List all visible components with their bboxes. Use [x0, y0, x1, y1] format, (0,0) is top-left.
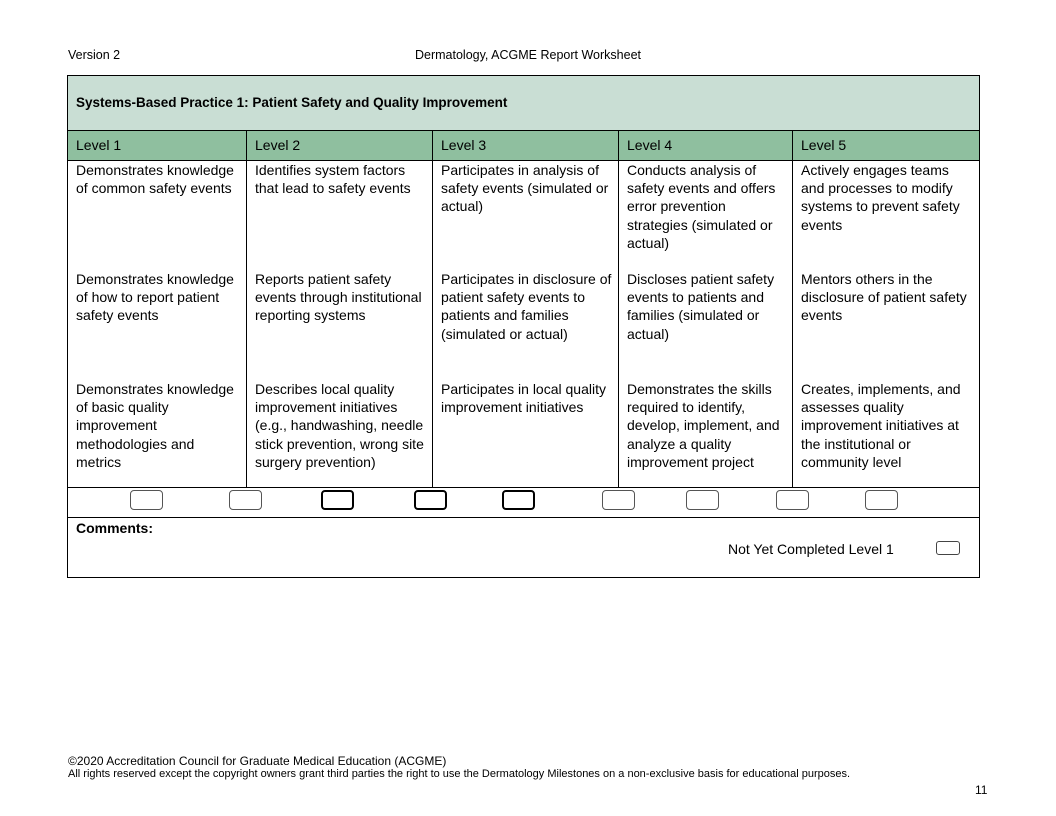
milestone-checkbox[interactable] — [321, 490, 354, 510]
level-4-column — [619, 161, 793, 487]
level-4-item: Discloses patient safety events to patients and families (simulated or actual) — [627, 271, 775, 342]
level-3-column — [433, 161, 619, 487]
milestone-checkbox[interactable] — [502, 490, 535, 510]
version-label: Version 2 — [68, 48, 121, 62]
level-3-header: Level 3 — [433, 131, 619, 160]
level-1-item: Demonstrates knowledge of how to report patient safety events — [76, 271, 234, 324]
level-1-item: Demonstrates knowledge of common safety events — [76, 162, 234, 197]
milestone-checkbox-row — [68, 488, 979, 518]
milestone-checkbox[interactable] — [229, 490, 262, 510]
level-5-item: Actively engages teams and processes to modify systems to prevent safety events — [801, 162, 960, 233]
not-yet-completed-checkbox[interactable] — [936, 541, 960, 555]
page-number: 11 — [975, 783, 988, 797]
copyright-text: ©2020 Accreditation Council for Graduate Medical Education (ACGME) — [68, 754, 447, 768]
level-2-header: Level 2 — [247, 131, 433, 160]
level-2-item: Identifies system factors that lead to safety events — [255, 162, 411, 197]
level-3-item: Participates in local quality improvement initiatives — [441, 381, 606, 416]
not-yet-completed-label: Not Yet Completed Level 1 — [728, 541, 894, 557]
level-2-item: Describes local quality improvement initiatives (e.g., handwashing, needle stick prevention, wrong site surgery prevention) — [255, 381, 424, 470]
level-descriptions-row — [68, 161, 979, 488]
level-1-item: Demonstrates knowledge of basic quality improvement methodologies and metrics — [76, 381, 234, 470]
document-title: Dermatology, ACGME Report Worksheet — [414, 48, 641, 62]
level-5-item: Mentors others in the disclosure of patient safety events — [801, 271, 967, 324]
milestone-checkbox[interactable] — [414, 490, 447, 510]
level-2-item: Reports patient safety events through institutional reporting systems — [255, 271, 422, 324]
rights-text: All rights reserved except the copyright owners grant third parties the right to use the Dermatology Milestones on a non-exclusive basis for educational purposes. — [68, 768, 851, 780]
level-4-header: Level 4 — [619, 131, 793, 160]
comments-label: Comments: — [76, 520, 154, 536]
section-title: Systems-Based Practice 1: Patient Safety and Quality Improvement — [68, 76, 979, 131]
level-5-item: Creates, implements, and assesses quality improvement initiatives at the institutional or community level — [801, 381, 961, 470]
milestone-table — [67, 75, 980, 578]
level-4-item: Demonstrates the skills required to identify, develop, implement, and analyze a quality improvement project — [627, 381, 780, 470]
footer — [68, 755, 850, 781]
level-5-column — [793, 161, 979, 487]
level-header-row — [68, 131, 979, 161]
milestone-checkbox[interactable] — [865, 490, 898, 510]
level-2-column — [247, 161, 433, 487]
milestone-checkbox[interactable] — [776, 490, 809, 510]
milestone-checkbox[interactable] — [130, 490, 163, 510]
level-3-item: Participates in disclosure of patient safety events to patients and families (simulated or actual) — [441, 271, 612, 342]
level-3-item: Participates in analysis of safety events (simulated or actual) — [441, 162, 609, 215]
level-1-header: Level 1 — [68, 131, 247, 160]
milestone-checkbox[interactable] — [686, 490, 719, 510]
level-1-column — [68, 161, 247, 487]
milestone-checkbox[interactable] — [602, 490, 635, 510]
level-5-header: Level 5 — [801, 137, 847, 153]
level-4-item: Conducts analysis of safety events and offers error prevention strategies (simulated or actual) — [627, 162, 776, 251]
